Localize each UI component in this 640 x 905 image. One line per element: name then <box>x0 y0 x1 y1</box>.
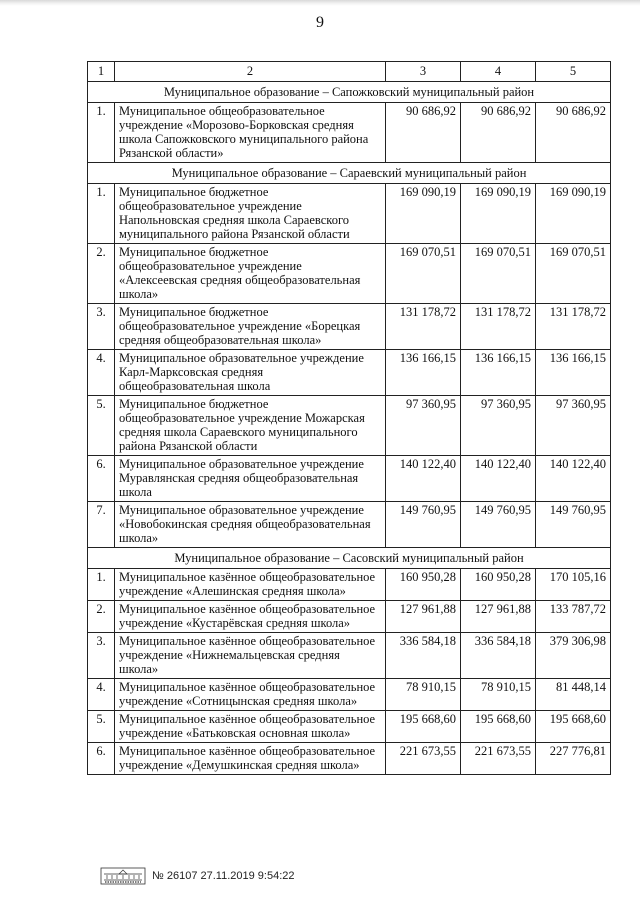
amount-col4: 127 961,88 <box>461 601 536 633</box>
section-header-row <box>88 163 611 184</box>
row-number: 2. <box>88 601 115 633</box>
header-cell: 4 <box>461 62 536 82</box>
amount-col4: 149 760,95 <box>461 502 536 548</box>
institution-name: Муниципальное казённое общеобразовательное учреждение «Кустарёвская средняя школа» <box>115 601 386 633</box>
amount-col4: 336 584,18 <box>461 633 536 679</box>
table-row <box>88 396 611 456</box>
table-row <box>88 350 611 396</box>
amount-col5: 133 787,72 <box>536 601 611 633</box>
institution-name: Муниципальное казённое общеобразовательное учреждение «Алешинская средняя школа» <box>115 569 386 601</box>
amount-col3: 127 961,88 <box>386 601 461 633</box>
table-row <box>88 103 611 163</box>
row-number: 2. <box>88 244 115 304</box>
amount-col4: 136 166,15 <box>461 350 536 396</box>
header-cell: 5 <box>536 62 611 82</box>
row-number: 1. <box>88 569 115 601</box>
amount-col5: 379 306,98 <box>536 633 611 679</box>
section-title: Муниципальное образование – Сапожковский муниципальный район <box>88 82 611 103</box>
amount-col4: 78 910,15 <box>461 679 536 711</box>
table-row <box>88 711 611 743</box>
amount-col5: 131 178,72 <box>536 304 611 350</box>
amount-col3: 136 166,15 <box>386 350 461 396</box>
row-number: 6. <box>88 456 115 502</box>
document-footer <box>100 866 295 886</box>
amount-col3: 221 673,55 <box>386 743 461 775</box>
institution-name: Муниципальное бюджетное общеобразовательное учреждение Можарская средняя школа Сараевского муниципального района Рязанской области <box>115 396 386 456</box>
institution-name: Муниципальное казённое общеобразовательное учреждение «Нижнемальцевская средняя школа» <box>115 633 386 679</box>
amount-col3: 78 910,15 <box>386 679 461 711</box>
amount-col5: 136 166,15 <box>536 350 611 396</box>
institution-name: Муниципальное казённое общеобразовательное учреждение «Демушкинская средняя школа» <box>115 743 386 775</box>
amount-col5: 195 668,60 <box>536 711 611 743</box>
table-row <box>88 456 611 502</box>
amount-col3: 97 360,95 <box>386 396 461 456</box>
row-number: 3. <box>88 633 115 679</box>
amount-col5: 97 360,95 <box>536 396 611 456</box>
amount-col5: 227 776,81 <box>536 743 611 775</box>
row-number: 5. <box>88 396 115 456</box>
amount-col3: 169 070,51 <box>386 244 461 304</box>
table-row <box>88 743 611 775</box>
row-number: 6. <box>88 743 115 775</box>
row-number: 4. <box>88 350 115 396</box>
section-header-row <box>88 548 611 569</box>
amount-col4: 97 360,95 <box>461 396 536 456</box>
table-row <box>88 244 611 304</box>
table-row <box>88 502 611 548</box>
section-title: Муниципальное образование – Сасовский муниципальный район <box>88 548 611 569</box>
amount-col3: 140 122,40 <box>386 456 461 502</box>
row-number: 1. <box>88 184 115 244</box>
row-number: 3. <box>88 304 115 350</box>
header-cell: 2 <box>115 62 386 82</box>
amount-col3: 131 178,72 <box>386 304 461 350</box>
row-number: 7. <box>88 502 115 548</box>
amount-col3: 149 760,95 <box>386 502 461 548</box>
amount-col3: 169 090,19 <box>386 184 461 244</box>
amount-col5: 90 686,92 <box>536 103 611 163</box>
table-row <box>88 679 611 711</box>
institution-name: Муниципальное казённое общеобразовательное учреждение «Батьковская основная школа» <box>115 711 386 743</box>
institution-name: Муниципальное образовательное учреждение Карл-Марксовская средняя общеобразовательная школа <box>115 350 386 396</box>
header-cell: 1 <box>88 62 115 82</box>
row-number: 5. <box>88 711 115 743</box>
scan-edge <box>0 0 640 6</box>
amount-col3: 90 686,92 <box>386 103 461 163</box>
amount-col5: 169 070,51 <box>536 244 611 304</box>
institution-name: Муниципальное общеобразовательное учреждение «Морозово-Борковская средняя школа Сапожковского муниципального района Рязанской области» <box>115 103 386 163</box>
amount-col5: 140 122,40 <box>536 456 611 502</box>
row-number: 4. <box>88 679 115 711</box>
document-registration-stamp: № 26107 27.11.2019 9:54:22 <box>152 870 295 882</box>
row-number: 1. <box>88 103 115 163</box>
amount-col3: 195 668,60 <box>386 711 461 743</box>
amount-col5: 81 448,14 <box>536 679 611 711</box>
institution-name: Муниципальное казённое общеобразовательное учреждение «Сотницынская средняя школа» <box>115 679 386 711</box>
amount-col5: 149 760,95 <box>536 502 611 548</box>
table-row <box>88 601 611 633</box>
institution-name: Муниципальное образовательное учреждение «Новобокинская средняя общеобразовательная школа» <box>115 502 386 548</box>
government-building-stamp-icon <box>100 867 146 885</box>
institution-name: Муниципальное бюджетное общеобразовательное учреждение «Алексеевская средняя общеобразовательная школа» <box>115 244 386 304</box>
table-header-row <box>88 62 611 82</box>
institution-name: Муниципальное бюджетное общеобразовательное учреждение «Борецкая средняя общеобразовательная школа» <box>115 304 386 350</box>
table-row <box>88 569 611 601</box>
amount-col5: 170 105,16 <box>536 569 611 601</box>
table-row <box>88 304 611 350</box>
amount-col4: 140 122,40 <box>461 456 536 502</box>
amount-col3: 160 950,28 <box>386 569 461 601</box>
institution-name: Муниципальное бюджетное общеобразовательное учреждение Напольновская средняя школа Сараевского муниципального района Рязанской области <box>115 184 386 244</box>
amount-col5: 169 090,19 <box>536 184 611 244</box>
institution-name: Муниципальное образовательное учреждение Муравлянская средняя общеобразовательная школа <box>115 456 386 502</box>
amount-col4: 169 070,51 <box>461 244 536 304</box>
amount-col4: 169 090,19 <box>461 184 536 244</box>
amount-col4: 131 178,72 <box>461 304 536 350</box>
data-table-body <box>88 62 611 775</box>
amount-col4: 195 668,60 <box>461 711 536 743</box>
amount-col3: 336 584,18 <box>386 633 461 679</box>
table-row <box>88 633 611 679</box>
table-row <box>88 184 611 244</box>
section-header-row <box>88 82 611 103</box>
amount-col4: 221 673,55 <box>461 743 536 775</box>
section-title: Муниципальное образование – Сараевский муниципальный район <box>88 163 611 184</box>
page-number: 9 <box>316 14 324 31</box>
amount-col4: 160 950,28 <box>461 569 536 601</box>
amount-col4: 90 686,92 <box>461 103 536 163</box>
header-cell: 3 <box>386 62 461 82</box>
data-table <box>87 61 611 775</box>
